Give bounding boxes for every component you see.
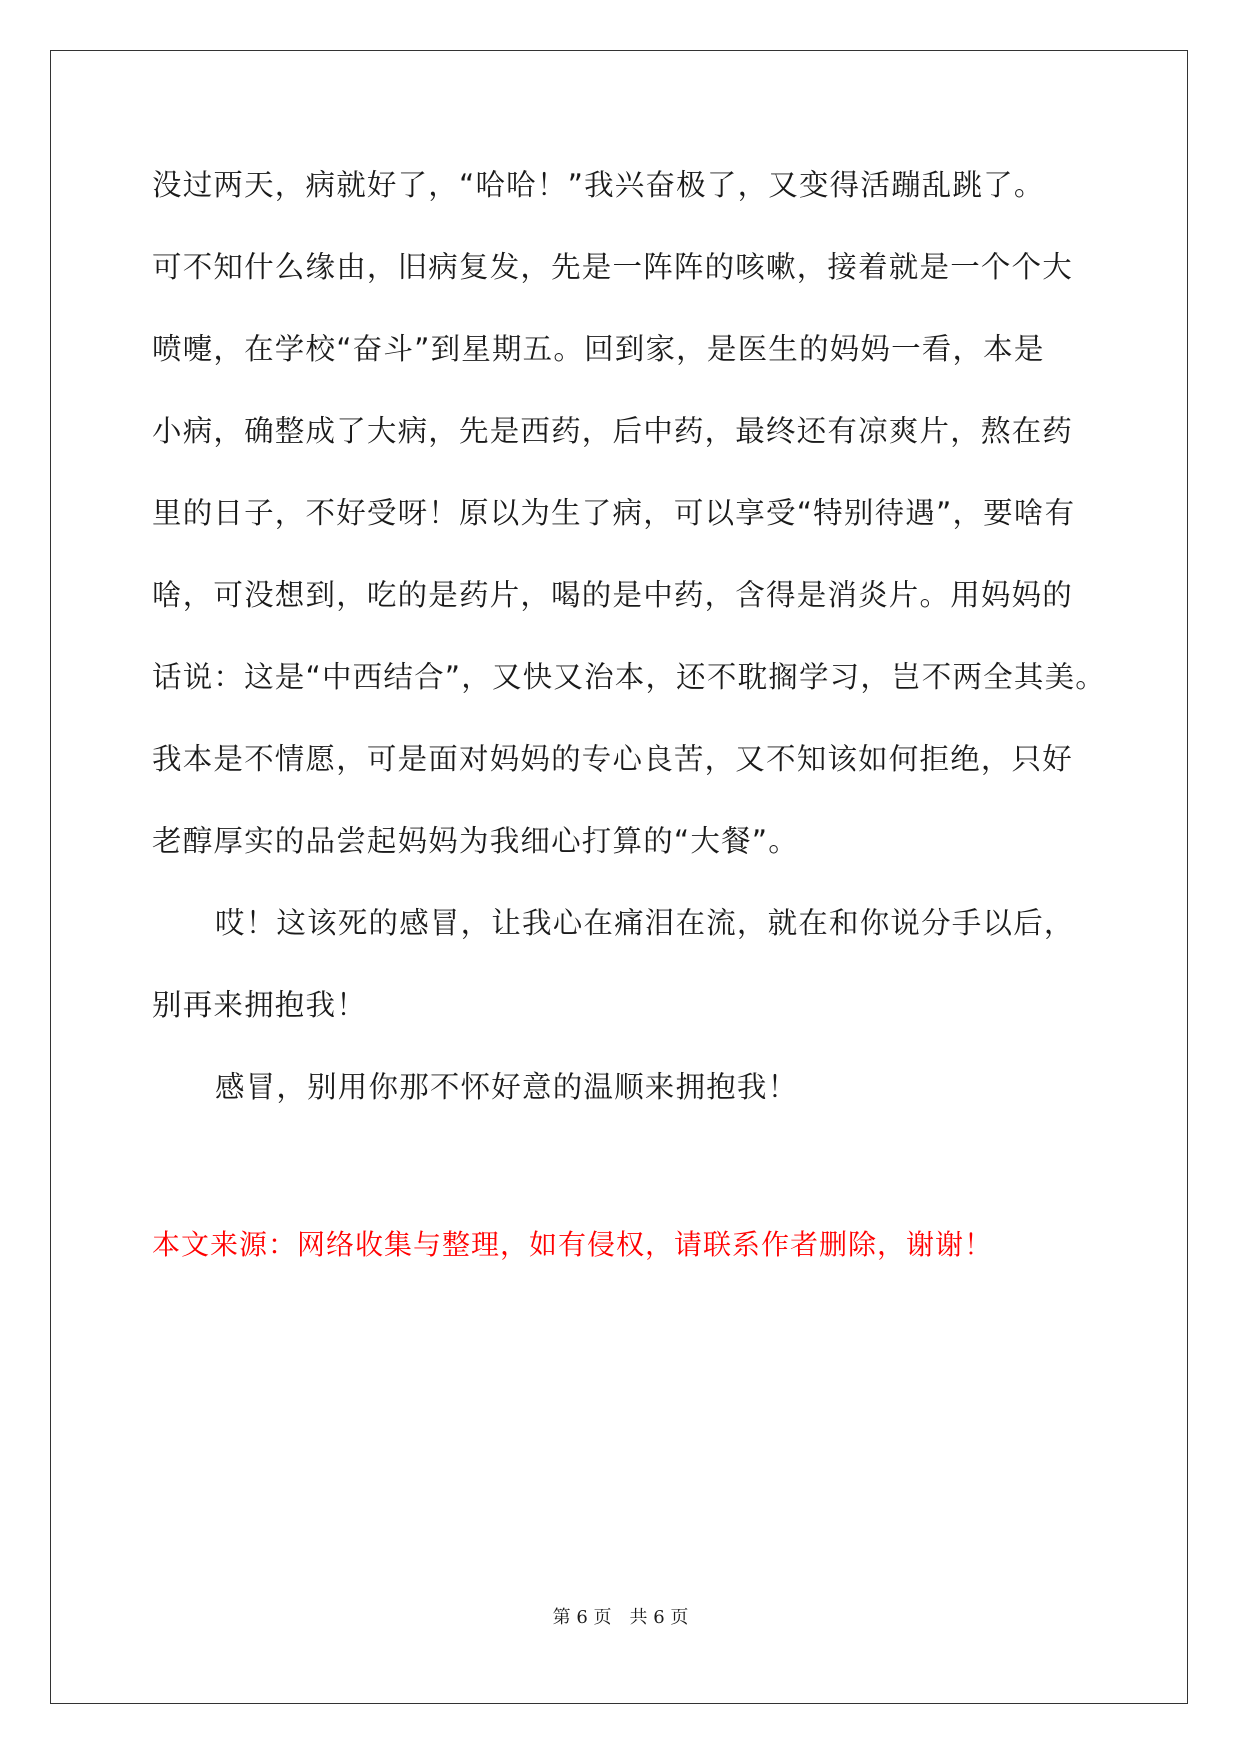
page-number-footer: 第 6 页 共 6 页 [552,1607,689,1628]
body-line: 我本是不情愿，可是面对妈妈的专心良苦，又不知该如何拒绝，只好 [152,742,1074,776]
body-line: 哎！这该死的感冒，让我心在痛泪在流，就在和你说分手以后， [215,906,1075,940]
body-line: 老醇厚实的品尝起妈妈为我细心打算的“大餐”。 [152,824,799,858]
body-line: 小病，确整成了大病，先是西药，后中药，最终还有凉爽片，熬在药 [152,414,1074,448]
body-line: 别再来拥抱我！ [152,988,367,1022]
body-line: 感冒，别用你那不怀好意的温顺来拥抱我！ [215,1070,799,1104]
body-line: 可不知什么缘由，旧病复发，先是一阵阵的咳嗽，接着就是一个个大 [152,250,1074,284]
page-border [50,50,1188,1704]
body-line: 没过两天，病就好了，“哈哈！”我兴奋极了，又变得活蹦乱跳了。 [152,168,1045,202]
body-line: 啥，可没想到，吃的是药片，喝的是中药，含得是消炎片。用妈妈的 [152,578,1074,612]
body-line: 话说：这是“中西结合”，又快又治本，还不耽搁学习，岂不两全其美。 [152,660,1106,694]
body-line: 里的日子，不好受呀！原以为生了病，可以享受“特别待遇”，要啥有 [152,496,1076,530]
source-disclaimer: 本文来源：网络收集与整理，如有侵权，请联系作者删除，谢谢！ [152,1228,994,1261]
body-line: 喷嚏，在学校“奋斗”到星期五。回到家，是医生的妈妈一看，本是 [152,332,1045,366]
